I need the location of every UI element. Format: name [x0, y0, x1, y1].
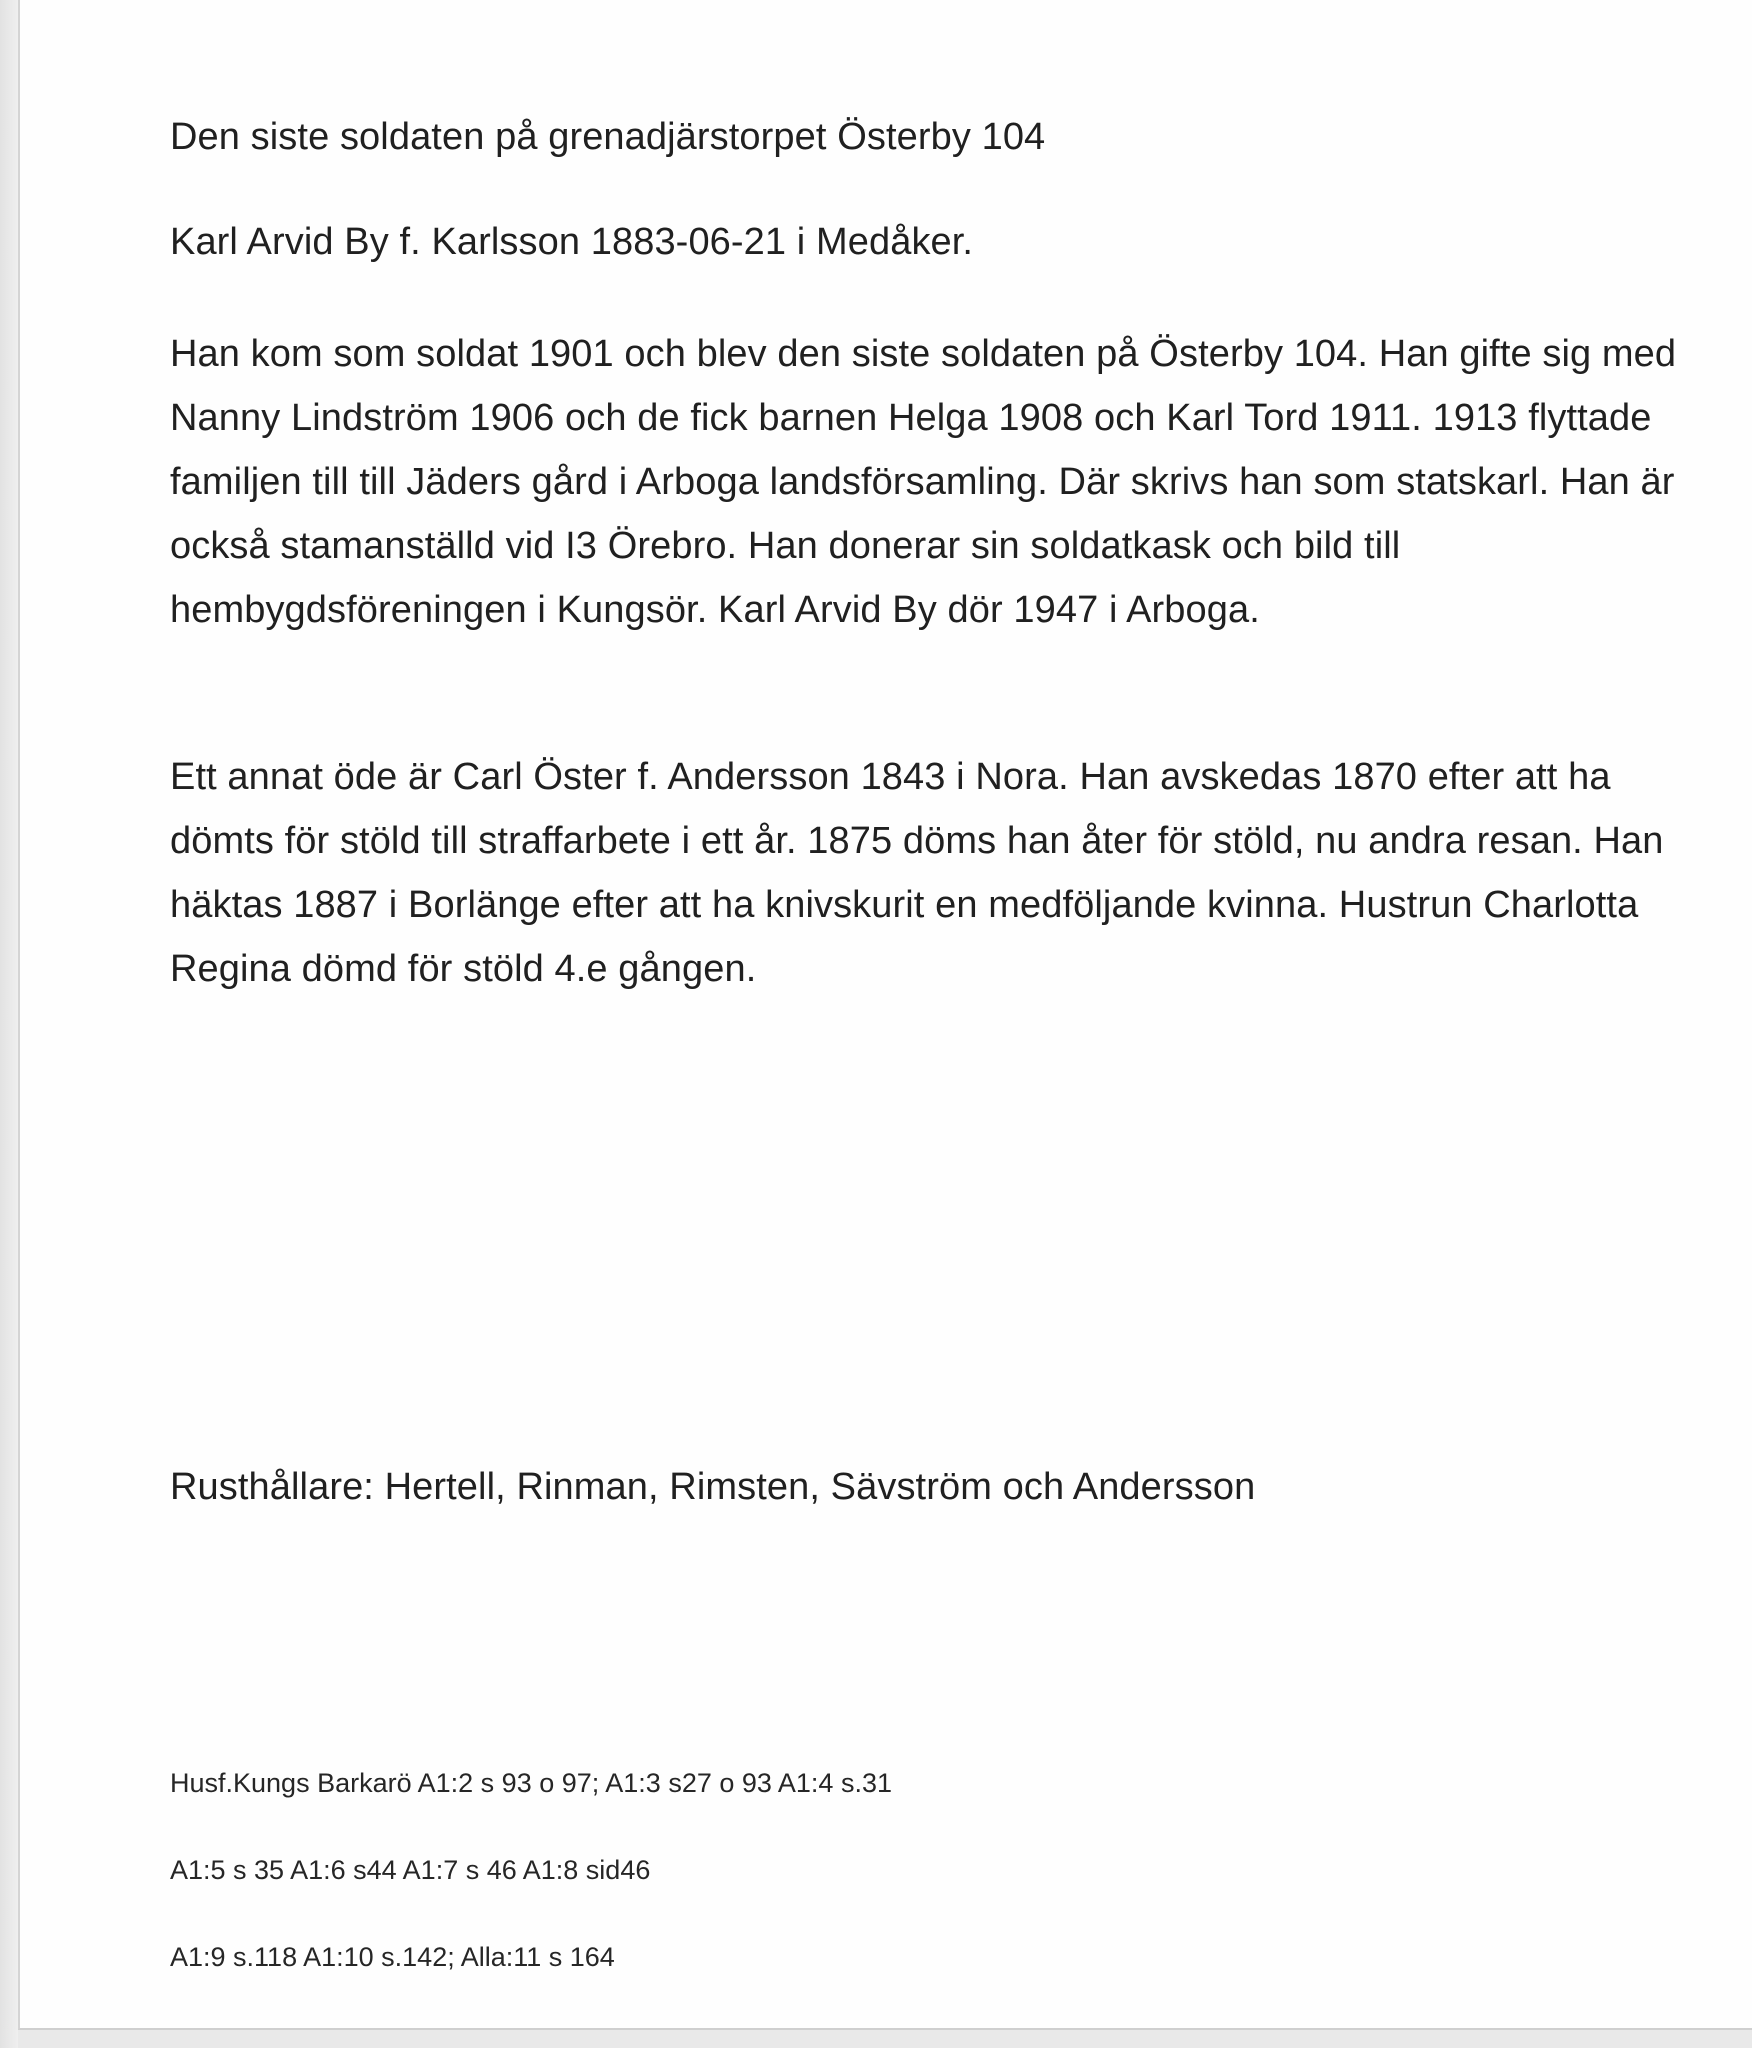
rusthallare-line: Rusthållare: Hertell, Rinman, Rimsten, Sävström och Andersson	[170, 1466, 1256, 1508]
document-title: Den siste soldaten på grenadjärstorpet Österby 104	[170, 116, 1046, 158]
reference-line: A1:5 s 35 A1:6 s44 A1:7 s 46 A1:8 sid46	[170, 1855, 651, 1885]
bio-paragraph: Han kom som soldat 1901 och blev den siste soldaten på Österby 104. Han gifte sig med Nanny Lindström 1906 och de fick barnen Helga 1908 och Karl Tord 1911. 1913 flyttade familjen till till Jäders gård i Arboga landsförsamling. Där skrivs han som statskarl. Han är också stamanställd vid I3 Örebro. Han donerar sin soldatkask och bild till hembygdsföreningen i Kungsör. Karl Arvid By dör 1947 i Arboga.	[170, 333, 1677, 631]
document-page	[18, 0, 1752, 2030]
oster-paragraph: Ett annat öde är Carl Öster f. Andersson 1843 i Nora. Han avskedas 1870 efter att ha dömts för stöld till straffarbete i ett år. 1875 döms han åter för stöld, nu andra resan. Han häktas 1887 i Borlänge efter att ha knivskurit en medföljande kvinna. Hustrun Charlotta Regina dömd för stöld 4.e gången.	[170, 756, 1664, 990]
viewer-margin	[0, 0, 18, 2048]
person-line: Karl Arvid By f. Karlsson 1883-06-21 i Medåker.	[170, 221, 974, 263]
reference-line: A1:9 s.118 A1:10 s.142; Alla:11 s 164	[170, 1942, 615, 1972]
reference-line: Husf.Kungs Barkarö A1:2 s 93 o 97; A1:3 s27 o 93 A1:4 s.31	[170, 1768, 892, 1798]
